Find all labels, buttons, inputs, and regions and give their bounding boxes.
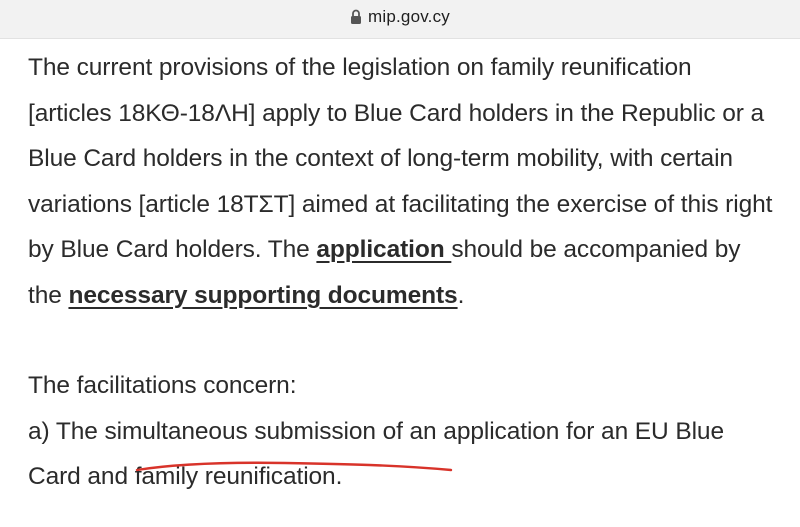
paragraph-1-text-cont: should be accompanied by the — [28, 236, 741, 309]
paragraph-3-prefix: a) The si — [28, 417, 122, 445]
url-text[interactable]: mip.gov.cy — [368, 7, 450, 26]
address-bar[interactable] — [0, 0, 800, 39]
paragraph-2: The facilitations concern: — [28, 372, 297, 399]
paragraph-1 — [28, 45, 778, 318]
lock-icon — [350, 9, 362, 25]
paragraph-3-rest: an application for an EU Blue Card and family reunification. — [28, 417, 724, 490]
article-body — [28, 45, 778, 500]
paragraph-1-end: . — [457, 281, 465, 309]
paragraph-3 — [28, 409, 778, 500]
highlighted-phrase: multaneous submission of — [121, 417, 403, 445]
paragraph-1-text: The current provisions of the legislation on family reunification [articles 18ΚΘ-18ΛΗ] apply to Blue Card holders in the Republic or a Blue Card holders in the context of long-term mobility, with certain variations [article 18ΤΣΤ] aimed at facilitating the exercise of this right by Blue Card holders. The — [28, 54, 773, 263]
application-link[interactable]: application — [316, 236, 452, 263]
supporting-documents-link[interactable]: necessary supporting documents — [68, 281, 458, 309]
paragraph-gap — [28, 318, 778, 363]
address-inner — [350, 7, 450, 27]
